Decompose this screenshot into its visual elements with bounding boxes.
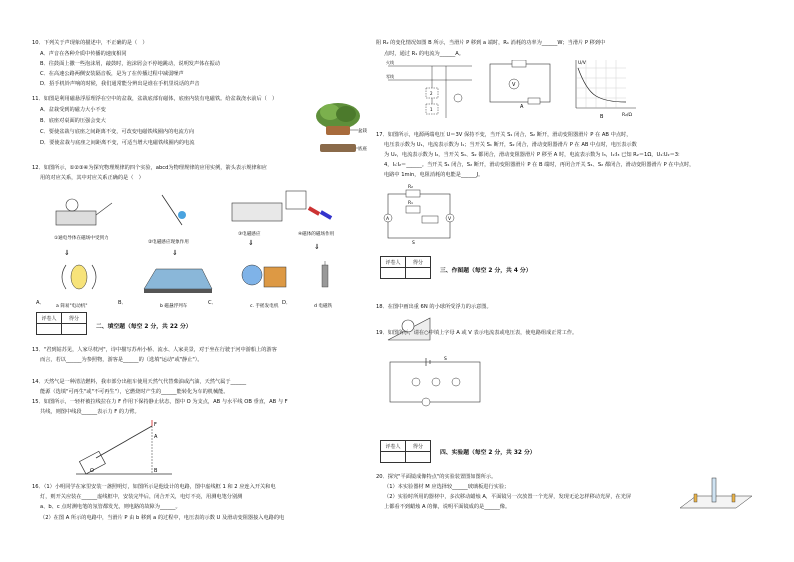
svg-text:火线: 火线 [386,60,394,65]
svg-text:R₁: R₁ [408,201,413,206]
q13-line-2: 而言，若以______为参照物，游客是______的（选填"运动"或"静止"）。 [40,357,203,363]
q10-option-d: D．捂手机铃声响的时候，我们通常能分辨出是谁在手机里说话的声音 [40,81,200,87]
app-c-label: c. 手摇发电机 [250,304,279,309]
q12-stem: 12．如图所示，①②③④为探究物理规律的四个实验，abcd为物理规律的应用实例，箭头表示规律和应 [32,165,267,171]
q17-line-4: 4，I₁∶I₂＝______。当开关 S₁ 闭合，S₂ 断开，滑动变阻器滑片 P 在 B 端时，再闭合开关 S₁、S₂ 都闭合，滑动变阻器滑片 P 在中点时， [384,162,695,168]
q12-stem-2: 用的对应关系，其中对应关系正确的是（ ） [40,175,144,181]
svg-text:⇓: ⇓ [314,243,320,251]
grader-header: 评卷人 [381,257,406,268]
q15-line-2: 共线，则图中线段______表示力 F 的力臂。 [40,409,140,415]
q16b-line-1: 阻 R₂ 的变化情况如图 B 所示，当滑片 P 移到 a 端时，R₁ 消耗的功率为______W；当滑片 P 移到中 [376,40,606,46]
grader-table-3 [380,256,431,279]
q20-line-4: 上都看不到蜡烛 A 的像，说明平面镜成的是______像。 [384,504,511,510]
svg-text:2: 2 [430,91,433,96]
graph-y-label: U/V [578,61,586,66]
q11-option-c: C．要使盆栽与底座之间距离不变，可改变电磁铁线圈内的电流方向 [40,129,195,135]
q11-option-a: A．盆栽受到的磁力大小不变 [40,107,106,113]
exp4-label: ④磁体的磁场作用 [298,232,335,237]
graph-b-figure [566,56,642,120]
q19-circuit-figure [386,356,486,412]
q10-option-a: A．声音在各种介质中传播的速度相同 [40,51,127,57]
grader-table-4 [380,440,431,463]
exp2-label: ②电磁感应现象作用 [148,240,189,245]
q11-stem: 11．如图是利用磁悬浮原理浮在空中的盆栽，盆栽底部有磁体，底座内装有电磁铁。给盆栽浇水前后（ ） [32,96,278,102]
grader-header: 评卷人 [381,441,406,452]
q16-line-2: 灯，则开关应装在______虚线框中，安装完毕后，闭合开关，电灯不亮，用测电笔分别测 [40,494,243,500]
circuit-a-figure [484,60,564,110]
levitating-plant-figure [308,100,370,156]
svg-text:⇓: ⇓ [248,239,254,247]
q17-circuit-figure [382,184,462,246]
svg-text:⇓: ⇓ [64,249,70,257]
score-header: 得分 [62,313,87,324]
svg-text:A: A [386,217,390,222]
svg-text:V: V [448,217,452,222]
exp1-label: ①通电导体在磁场中受到力 [54,236,109,241]
grader-header: 评卷人 [37,313,62,324]
section-4-title: 四、实验题（每空 2 分，共 32 分） [440,450,536,456]
score-header: 得分 [406,441,431,452]
q20-line-2: （1）本实验器材 M 应选择较______玻璃板进行实验； [384,484,510,490]
svg-text:S: S [412,241,415,246]
q14-line-2: 能源（选填"可再生"或"不可再生"），它燃烧时产生的______能转化为车的机械能。 [40,389,229,395]
score-header: 得分 [406,257,431,268]
exp3-label: ③电磁感应 [238,232,261,237]
q12-experiments-figure [52,185,352,315]
plant-label: 盆栽 [358,129,367,134]
base-label: 底座 [358,147,367,152]
q17-line-5: 电路中 1min，电阻消耗的电能是______J。 [384,172,484,178]
q20-mirror-figure [676,474,756,514]
q15-lever-figure [72,418,182,478]
grader-table-2 [36,312,87,335]
graph-x-label: R₂/Ω [622,113,632,118]
svg-text:O: O [90,468,94,474]
svg-text:R₂: R₂ [408,185,413,190]
svg-text:B: B [154,468,158,474]
section-2-title: 二、填空题（每空 2 分，共 22 分） [96,324,192,330]
q16b-line-2: 点时，通过 R₁ 的电流为______A。 [384,51,464,57]
q12-option-b: B． [118,300,127,306]
app-a-label: a 简易"电动机" [56,304,88,309]
app-b-label: b 磁悬浮列车 [160,304,188,309]
q16-line-4: （2）在图 A 所示的电路中，当滑片 P 由 b 移到 a 的过程中，电压表的示数 U 及滑动变阻器接入电路的电 [40,515,285,521]
svg-text:1: 1 [430,107,433,112]
q18-text: 18．在图中画出重 6N 的小球所受浮力的示意图。 [376,304,492,310]
q20-line-3: （2）实验时所用的器材中，多次移动蜡烛 A，平面镜另一次放置一个光屏，发现无论怎样移动光屏，在光屏 [384,494,632,500]
q16-line-3: a、b、c 点时测电笔的氖管都发光，则电路的故障为______。 [40,504,181,510]
q16-line-1: 16．（1）小明同学在家里安装一盏照明灯，如图所示是他设计的电路，图中虚线框 1 和 2 应连入开关和电 [32,484,276,490]
q10-option-c: C．在高速公路两侧安装隔音板，是为了在传播过程中减弱噪声 [40,71,184,77]
q19-text: 19．如图所示，请在○中填上字母 A 或 V 表示电流表或电压表，使电路组成正常工作。 [376,330,578,336]
q12-option-c: C． [208,300,217,306]
circuit-a-label: A [520,104,524,110]
q10-stem: 10．下列关于声现象的描述中，不正确的是（ ） [32,40,148,46]
house-wiring-figure [386,58,476,124]
left-column [32,0,372,562]
q15-line-1: 15．如图所示，一轻杆被拉线拉在力 F 作用下保持静止状态，图中 O 为支点，AB 与水平线 OB 垂直，AB 与 F [32,399,288,405]
svg-text:V: V [512,82,516,88]
q17-line-3: 为 U₂，电流表示数为 I₂，当开关 S₁、S₂ 都闭合，滑动变阻器滑片 P 移至 A 时，电流表示数为 I₃，I₂∶I₃ 已知 R₂＝1Ω，U₁∶U₂＝3∶ [384,152,680,158]
q17-line-2: 电压表示数为 U₁，电流表示数为 I₁；当开关 S₁ 断开，S₂ 闭合，滑动变阻器滑片 P 在 AB 中点时，电压表示数 [384,142,637,148]
q13-line-1: 13．"君到姑苏见，人家尽枕河"，诗中描写苏州小桥、流水、人家美景，对于坐在行驶于河中游船上的游客 [32,347,277,353]
q20-line-1: 20．探究"平面镜成像特点"的实验装置图如图所示。 [376,474,497,480]
q14-line-1: 14．天然气是一种清洁燃料，我市部分出租车使用天然气代替柴油或汽油，天然气属于______ [32,379,247,385]
right-column [376,0,762,562]
q12-option-a: A． [36,300,45,306]
svg-text:S: S [444,357,447,362]
svg-text:F: F [154,422,157,428]
graph-b-label: B [600,114,604,120]
section-3-title: 三、作图题（每空 2 分，共 4 分） [440,268,532,274]
q12-option-d: D． [282,300,292,306]
q10-option-b: B．往鼓面上撒一些泡沫屑，敲鼓时，泡沫屑会不停地跳动，说明发声体在振动 [40,61,220,67]
svg-text:零线: 零线 [386,74,394,79]
q11-option-b: B．底座对桌面的压强会变大 [40,118,106,124]
q11-option-d: D．要使盆栽与底座之间距离不变，可适当增大电磁铁线圈内的电流 [40,140,195,146]
q18-figure [386,312,432,342]
app-d-label: d 电磁铁 [314,304,333,309]
svg-text:⇓: ⇓ [172,249,178,257]
q17-line-1: 17．如图所示，电源两端电压 U＝3V 保持不变，当开关 S₁ 闭合，S₂ 断开，滑动变阻器滑片 P 在 AB 中点时， [376,132,632,138]
svg-text:A: A [154,434,158,440]
